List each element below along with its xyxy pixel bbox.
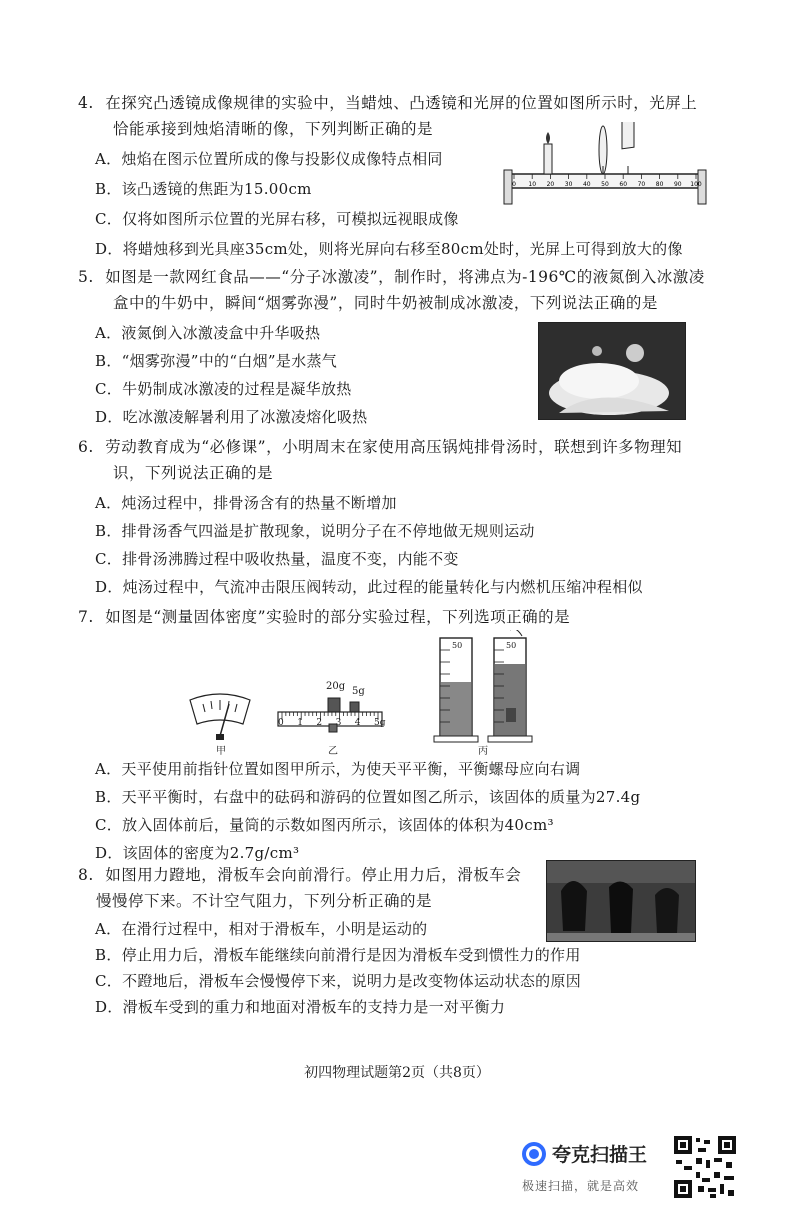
question-number: 5.	[78, 268, 94, 286]
scale-tick-label: 3	[335, 718, 342, 728]
qr-code-icon	[672, 1134, 738, 1200]
question-number: 6.	[78, 438, 94, 456]
question-7-line	[78, 604, 570, 630]
q7-option-a[interactable]: A．天平使用前指针位置如图甲所示，为使天平平衡，平衡螺母应向右调	[95, 760, 581, 778]
question-8-line	[78, 862, 521, 888]
scanner-watermark	[522, 1140, 672, 1194]
q7-option-d[interactable]: D．该固体的密度为2.7g/cm³	[95, 844, 300, 862]
q6-option-b[interactable]: B．排骨汤香气四溢是扩散现象，说明分子在不停地做无规则运动	[95, 522, 535, 540]
scale-tick-labels	[278, 718, 386, 730]
bench-tick-label: 10	[528, 181, 537, 188]
figure-label-bing: 丙	[478, 746, 488, 757]
ice-cream-photo	[538, 322, 686, 420]
q5-option-c[interactable]: C．牛奶制成冰激凌的过程是凝华放热	[95, 380, 352, 398]
cylinder-before	[434, 638, 478, 742]
q8-option-d[interactable]: D．滑板车受到的重力和地面对滑板车的支持力是一对平衡力	[95, 998, 506, 1016]
bench-tick-label: 30	[564, 181, 573, 188]
scale-tick-label: 0	[278, 718, 284, 728]
question-stem-cont: 恰能承接到烛焰清晰的像，下列判断正确的是	[113, 120, 434, 138]
q6-option-c[interactable]: C．排骨汤沸腾过程中吸收热量，温度不变，内能不变	[95, 550, 459, 568]
screen	[622, 122, 634, 149]
balance-pointer-figure	[185, 690, 255, 746]
candle-flame-icon	[546, 132, 550, 144]
question-4-number-line	[78, 90, 697, 116]
q7-option-b[interactable]: B．天平平衡时，右盘中的砝码和游码的位置如图乙所示，该固体的质量为27.4g	[95, 788, 641, 806]
scale-tick-label: 2	[316, 718, 323, 728]
brand-slogan: 极速扫描，就是高效	[522, 1179, 640, 1193]
question-number: 7.	[78, 608, 94, 626]
question-stem: 在探究凸透镜成像规律的实验中，当蜡烛、凸透镜和光屏的位置如图所示时，光屏上	[105, 94, 698, 112]
q4-option-d[interactable]: D．将蜡烛移到光具座35cm处，则将光屏向右移至80cm处时，光屏上可得到放大的像	[95, 240, 683, 258]
q8-option-a[interactable]: A．在滑行过程中，相对于滑板车，小明是运动的	[95, 920, 428, 938]
q8-option-b[interactable]: B．停止用力后，滑板车能继续向前滑行是因为滑板车受到惯性力的作用	[95, 946, 581, 964]
question-stem: 如图用力蹬地，滑板车会向前滑行。停止用力后，滑板车会	[105, 866, 522, 884]
bench-tick-label: 20	[546, 181, 555, 188]
graduated-cylinders-figure	[430, 630, 540, 746]
bench-tick-label: 60	[619, 181, 628, 188]
q4-option-b[interactable]: B．该凸透镜的焦距为15.00cm	[95, 180, 312, 198]
quark-logo-icon	[522, 1142, 546, 1166]
question-stem: 如图是一款网红食品——“分子冰激凌”，制作时，将沸点为-196℃的液氮倒入冰激凌	[105, 268, 705, 286]
scale-tick-label: 1	[297, 718, 303, 728]
q8-option-c[interactable]: C．不蹬地后，滑板车会慢慢停下来，说明力是改变物体运动状态的原因	[95, 972, 582, 990]
bench-tick-label: 70	[637, 181, 646, 188]
bench-leg-left	[504, 170, 512, 204]
weight-label-20g: 20g	[326, 681, 346, 692]
bench-tick-label: 90	[673, 181, 682, 188]
bench-tick-label: 0	[512, 181, 516, 188]
page-footer: 初四物理试题第2页（共8页）	[304, 1065, 490, 1081]
q4-option-c[interactable]: C．仅将如图所示位置的光屏右移，可模拟远视眼成像	[95, 210, 459, 228]
bench-tick-label: 80	[655, 181, 664, 188]
question-number: 4.	[78, 94, 94, 112]
figure-label-yi: 乙	[328, 746, 338, 757]
bench-tick-label: 100	[690, 181, 702, 188]
q4-option-a[interactable]: A．烛焰在图示位置所成的像与投影仪成像特点相同	[95, 150, 443, 168]
figure-label-jia: 甲	[216, 746, 226, 757]
scooter-photo	[546, 860, 696, 942]
candle	[544, 144, 552, 174]
q5-option-b[interactable]: B．“烟雾弥漫”中的“白烟”是水蒸气	[95, 352, 338, 370]
optical-bench-figure	[500, 122, 710, 212]
weight-label-5g: 5g	[352, 686, 365, 697]
bench-tick-label: 40	[582, 181, 591, 188]
q5-option-d[interactable]: D．吃冰激凌解暑利用了冰激凌熔化吸热	[95, 408, 368, 426]
cylinder-mark-2: 50	[506, 641, 517, 650]
question-stem: 劳动教育成为“必修课”，小明周末在家使用高压锅炖排骨汤时，联想到许多物理知	[105, 438, 683, 456]
question-stem-cont: 盒中的牛奶中，瞬间“烟雾弥漫”，同时牛奶被制成冰激凌，下列说法正确的是	[113, 294, 658, 312]
question-6-line	[78, 434, 682, 460]
question-stem-cont: 慢慢停下来。不计空气阻力，下列分析正确的是	[96, 892, 433, 910]
weight-20g	[328, 698, 340, 712]
question-stem-cont: 识，下列说法正确的是	[113, 464, 274, 482]
scale-tick-label: 5g	[374, 718, 386, 728]
scale-tick-label: 4	[354, 718, 361, 728]
question-number: 8.	[78, 866, 94, 884]
q6-option-a[interactable]: A．炖汤过程中，排骨汤含有的热量不断增加	[95, 494, 397, 512]
question-5-line	[78, 264, 705, 290]
q6-option-d[interactable]: D．炖汤过程中，气流冲击限压阀转动，此过程的能量转化与内燃机压缩冲程相似	[95, 578, 643, 596]
question-stem: 如图是“测量固体密度”实验时的部分实验过程，下列选项正确的是	[105, 608, 571, 626]
bench-tick-label: 50	[601, 181, 609, 188]
q7-option-c[interactable]: C．放入固体前后，量筒的示数如图丙所示，该固体的体积为40cm³	[95, 816, 554, 834]
q5-option-a[interactable]: A．液氮倒入冰激凌盒中升华吸热	[95, 324, 321, 342]
weight-5g	[350, 702, 359, 712]
cylinder-mark-1: 50	[452, 641, 463, 650]
brand-name: 夸克扫描王	[552, 1144, 648, 1166]
